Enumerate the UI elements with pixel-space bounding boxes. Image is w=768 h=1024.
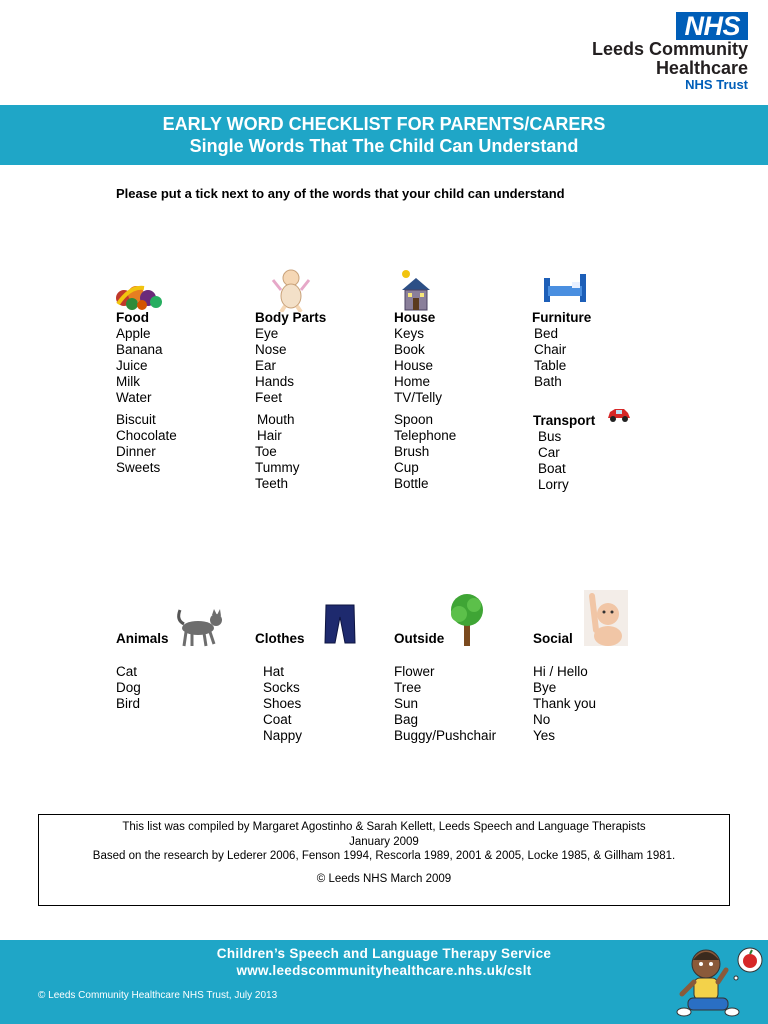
category-body-parts: [255, 310, 326, 492]
word-item: Book: [394, 342, 425, 357]
word-item: Hat: [263, 664, 285, 679]
category-food: [116, 310, 177, 476]
word-item: Hair: [257, 428, 282, 443]
trust-name: NHS Trust: [685, 77, 748, 92]
word-item: Bird: [116, 696, 141, 711]
credits-authors: This list was compiled by Margaret Agostinho & Sarah Kellett, Leeds Speech and Language Therapists: [122, 821, 646, 833]
category-title: Body Parts: [255, 310, 327, 325]
category-animals: [116, 631, 169, 712]
word-item: Milk: [116, 374, 140, 389]
word-item: Bag: [394, 712, 419, 727]
word-item: Socks: [263, 680, 300, 695]
category-title: House: [394, 310, 436, 325]
word-item: Shoes: [263, 696, 302, 711]
word-item: Keys: [394, 326, 425, 341]
word-item: Cat: [116, 664, 138, 679]
word-item: Thank you: [533, 696, 597, 711]
word-item: Spoon: [394, 412, 434, 427]
footer-copyright: © Leeds Community Healthcare NHS Trust, July 2013: [38, 990, 278, 1001]
word-item: Bed: [534, 326, 559, 341]
word-item: Tummy: [255, 460, 300, 475]
page-subtitle: Single Words That The Child Can Understand: [189, 136, 579, 156]
category-title: Social: [533, 631, 573, 646]
word-item: Lorry: [538, 477, 569, 492]
bed-icon: [542, 272, 588, 304]
word-item: Sun: [394, 696, 419, 711]
word-item: Home: [394, 374, 431, 389]
word-item: Biscuit: [116, 412, 156, 427]
word-item: Buggy/Pushchair: [394, 728, 497, 743]
word-item: House: [394, 358, 434, 373]
word-item: Feet: [255, 390, 283, 405]
nhs-badge: NHS: [676, 12, 748, 40]
word-item: Apple: [116, 326, 151, 341]
category-house: [394, 310, 456, 492]
word-item: Bottle: [394, 476, 429, 491]
word-item: Sweets: [116, 460, 161, 475]
header-band: [0, 105, 768, 165]
service-url[interactable]: www.leedscommunityhealthcare.nhs.uk/cslt: [236, 963, 532, 978]
word-item: Toe: [255, 444, 277, 459]
page-title: EARLY WORD CHECKLIST FOR PARENTS/CARERS: [162, 114, 606, 134]
word-item: Bath: [534, 374, 562, 389]
word-item: Ear: [255, 358, 277, 373]
category-title: Transport: [533, 413, 596, 428]
org-name-line1: Leeds Community: [591, 39, 748, 59]
baby-body-icon: [270, 268, 312, 312]
word-item: Teeth: [255, 476, 289, 491]
category-social: [533, 631, 596, 744]
word-item: Banana: [116, 342, 163, 357]
word-item: Nappy: [263, 728, 303, 743]
org-name-line2: Healthcare: [655, 58, 748, 78]
category-transport: [533, 413, 595, 493]
word-item: Tree: [394, 680, 422, 695]
word-item: Brush: [394, 444, 430, 459]
category-title: Clothes: [255, 631, 305, 646]
word-item: Chair: [534, 342, 567, 357]
category-clothes: [255, 631, 305, 744]
trousers-icon: [323, 603, 357, 645]
word-item: Bus: [538, 429, 562, 444]
word-item: Hi / Hello: [533, 664, 588, 679]
house-icon: [398, 268, 434, 312]
category-title: Animals: [116, 631, 169, 646]
word-item: TV/Telly: [394, 390, 443, 405]
category-title: Food: [116, 310, 149, 325]
instruction-text: Please put a tick next to any of the words that your child can understand: [116, 186, 565, 201]
cat-icon: [174, 606, 226, 648]
nhs-logo: [592, 12, 748, 92]
word-item: Yes: [533, 728, 556, 743]
word-item: No: [533, 712, 551, 727]
category-title: Outside: [394, 631, 445, 646]
word-item: Mouth: [257, 412, 295, 427]
word-item: Dog: [116, 680, 141, 695]
credits-date: January 2009: [349, 835, 419, 848]
category-title: Furniture: [532, 310, 592, 325]
word-item: Bye: [533, 680, 557, 695]
word-item: Boat: [538, 461, 566, 476]
credits-copyright: © Leeds NHS March 2009: [316, 872, 452, 885]
word-item: Cup: [394, 460, 419, 475]
word-item: Nose: [255, 342, 287, 357]
fruit-icon: [114, 280, 164, 312]
word-item: Eye: [255, 326, 279, 341]
category-outside: [394, 631, 496, 744]
child-with-apple-icon: [676, 942, 764, 1020]
credits-research: Based on the research by Lederer 2006, Fenson 1994, Rescorla 1989, 2001 & 2005, Locke 1985, & Gillham 1981.: [92, 850, 676, 862]
word-item: Water: [116, 390, 152, 405]
word-item: Car: [538, 445, 560, 460]
word-item: Hands: [255, 374, 295, 389]
category-furniture: [532, 310, 591, 390]
word-item: Flower: [394, 664, 435, 679]
word-item: Dinner: [116, 444, 156, 459]
word-item: Juice: [116, 358, 148, 373]
credits-box: [38, 814, 730, 906]
word-item: Table: [534, 358, 567, 373]
car-icon: [606, 406, 632, 424]
word-item: Chocolate: [116, 428, 177, 443]
word-item: Coat: [263, 712, 292, 727]
word-item: Telephone: [394, 428, 457, 443]
footer-band: [0, 940, 768, 1024]
service-name: Children’s Speech and Language Therapy Service: [216, 946, 552, 961]
